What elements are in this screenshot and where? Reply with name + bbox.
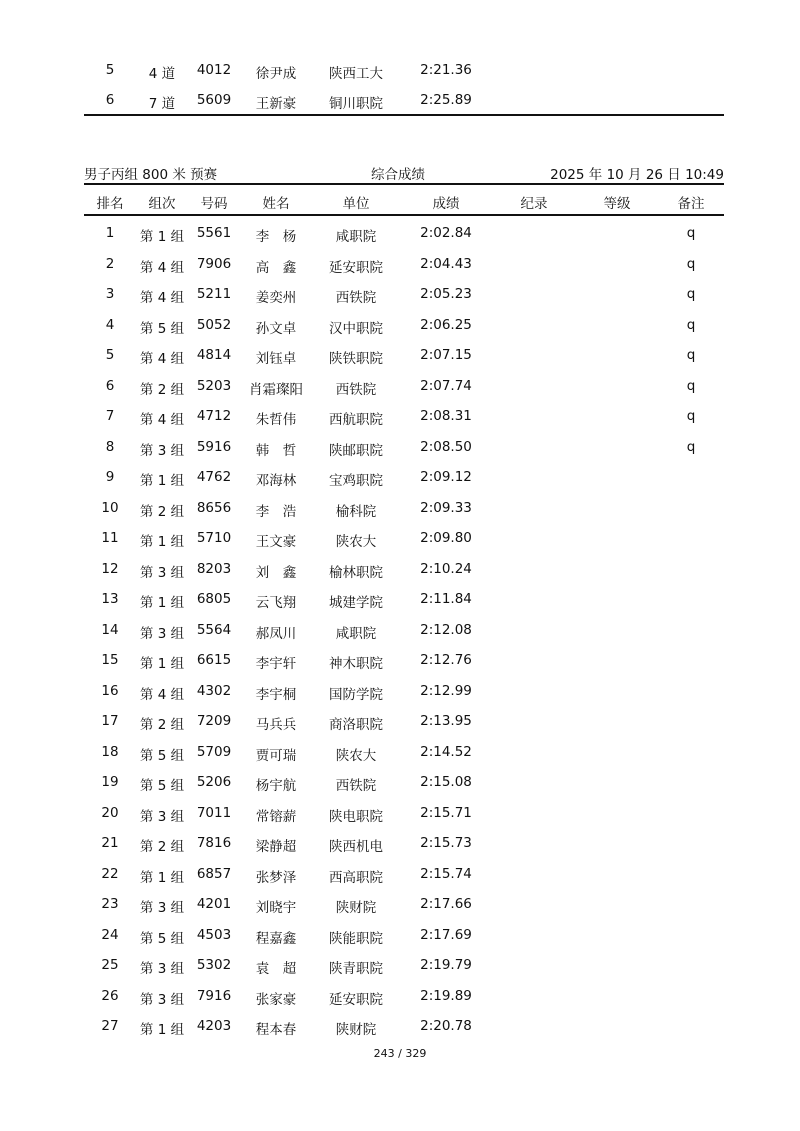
unit-cell: 西铁院 — [335, 778, 377, 794]
unit-cell: 神木职院 — [329, 656, 383, 672]
rank-cell: 4 — [105, 316, 115, 333]
note-cell: q — [686, 408, 696, 424]
bib-cell: 5561 — [196, 225, 232, 241]
unit-cell: 汉中职院 — [329, 320, 383, 337]
group-cell: 第 5 组 — [139, 320, 185, 337]
name-cell: 程本春 — [255, 1022, 297, 1038]
name-cell: 王文豪 — [255, 534, 297, 550]
unit-cell: 陕农大 — [335, 747, 377, 764]
group-cell: 第 4 组 — [139, 259, 185, 276]
result-cell: 2:13.95 — [420, 713, 472, 729]
group-cell: 第 1 组 — [139, 656, 185, 672]
results-table — [0, 218, 800, 1042]
table-row — [0, 249, 800, 279]
prev-table-bottom-rule — [84, 114, 724, 116]
rank-cell: 26 — [101, 987, 119, 1004]
unit-cell: 咸职院 — [335, 625, 377, 642]
note-cell: q — [686, 438, 696, 455]
name-cell: 孙文卓 — [255, 320, 297, 337]
unit-cell: 西航职院 — [329, 412, 383, 428]
rank-cell: 18 — [101, 743, 119, 760]
result-cell: 2:11.84 — [420, 591, 472, 607]
group-cell: 第 2 组 — [139, 717, 185, 733]
col-bib: 号码 — [200, 196, 228, 212]
unit-cell: 延安职院 — [329, 991, 383, 1008]
bib-cell: 5709 — [196, 743, 232, 760]
result-cell: 2:12.99 — [420, 682, 472, 699]
name-cell: 云飞翔 — [255, 595, 297, 611]
bib-cell: 5302 — [196, 957, 232, 973]
unit-cell: 榆科院 — [335, 503, 377, 520]
unit-cell: 陕能职院 — [329, 930, 383, 947]
name-cell: 张家豪 — [255, 991, 297, 1008]
bib-cell: 7916 — [196, 987, 232, 1004]
unit-cell: 延安职院 — [329, 259, 383, 276]
rank-cell: 12 — [101, 560, 119, 577]
rank-cell: 23 — [101, 896, 119, 912]
table-row — [0, 859, 800, 889]
result-cell: 2:09.12 — [420, 469, 472, 485]
section-title: 综合成绩 — [371, 167, 425, 183]
rank-cell: 22 — [101, 865, 119, 882]
table-row — [0, 1011, 800, 1041]
unit-cell: 国防学院 — [329, 686, 383, 703]
bib-cell: 6857 — [196, 865, 232, 882]
unit-cell: 陕西机电 — [329, 839, 383, 855]
rank-cell: 13 — [101, 591, 119, 607]
bib-cell: 7816 — [196, 835, 232, 851]
table-row — [0, 218, 800, 248]
lane-cell: 4 道 — [148, 66, 176, 82]
unit-cell: 西高职院 — [329, 869, 383, 886]
rank-cell: 7 — [105, 408, 115, 424]
note-cell: q — [686, 286, 696, 302]
table-row — [0, 310, 800, 340]
bib-cell: 8203 — [196, 560, 232, 577]
result-cell: 2:07.15 — [420, 347, 472, 363]
unit-cell: 咸职院 — [335, 229, 377, 245]
col-rank: 排名 — [96, 196, 124, 212]
table-row — [0, 706, 800, 736]
table-row — [0, 645, 800, 675]
rank-cell: 11 — [101, 530, 119, 546]
table-row — [0, 981, 800, 1011]
note-cell: q — [686, 255, 696, 272]
group-cell: 第 4 组 — [139, 686, 185, 703]
unit-cell: 城建学院 — [329, 595, 383, 611]
name-cell: 郝凤川 — [255, 625, 297, 642]
group-cell: 第 1 组 — [139, 229, 185, 245]
group-cell: 第 3 组 — [139, 442, 185, 459]
name-cell: 贾可瑞 — [255, 747, 297, 764]
rank-cell: 15 — [101, 652, 119, 668]
note-cell: q — [686, 316, 696, 333]
bib-cell: 6615 — [196, 652, 232, 668]
result-cell: 2:10.24 — [420, 560, 472, 577]
table-row — [0, 584, 800, 614]
rank-cell: 10 — [101, 499, 119, 516]
unit-cell: 西铁院 — [335, 381, 377, 398]
name-cell: 徐尹成 — [255, 66, 297, 82]
group-cell: 第 4 组 — [139, 290, 185, 306]
result-cell: 2:02.84 — [420, 225, 472, 241]
name-cell: 袁 超 — [255, 961, 297, 977]
unit-cell: 陕邮职院 — [329, 442, 383, 459]
name-cell: 高 鑫 — [255, 259, 297, 276]
result-cell: 2:15.74 — [420, 865, 472, 882]
result-cell: 2:17.66 — [420, 896, 472, 912]
name-cell: 王新豪 — [255, 96, 297, 112]
rank-cell: 17 — [101, 713, 119, 729]
unit-cell: 宝鸡职院 — [329, 473, 383, 489]
name-cell: 邓海林 — [255, 473, 297, 489]
name-cell: 李宇桐 — [255, 686, 297, 703]
table-row — [0, 950, 800, 980]
group-cell: 第 3 组 — [139, 900, 185, 916]
col-group: 组次 — [148, 196, 176, 212]
name-cell: 肖霜璨阳 — [249, 381, 303, 398]
result-cell: 2:15.08 — [420, 774, 472, 790]
lane-cell: 7 道 — [148, 96, 176, 112]
table-row — [0, 737, 800, 767]
table-row — [0, 767, 800, 797]
page-number: 243 / 329 — [373, 1047, 427, 1060]
rank-cell: 1 — [105, 225, 115, 241]
bib-cell: 8656 — [196, 499, 232, 516]
table-row — [0, 462, 800, 492]
name-cell: 常镕薪 — [255, 808, 297, 825]
bib-cell: 4203 — [196, 1018, 232, 1034]
table-row — [0, 676, 800, 706]
bib-cell: 5052 — [196, 316, 232, 333]
result-cell: 2:09.33 — [420, 499, 472, 516]
rank-cell: 5 — [105, 62, 115, 78]
rank-cell: 27 — [101, 1018, 119, 1034]
bib-cell: 4503 — [196, 926, 232, 943]
event-title: 男子丙组 800 米 预赛 — [84, 167, 218, 183]
group-cell: 第 3 组 — [139, 808, 185, 825]
table-row — [0, 371, 800, 401]
table-row — [0, 615, 800, 645]
bib-cell: 4712 — [196, 408, 232, 424]
unit-cell: 陕西工大 — [329, 66, 383, 82]
note-cell: q — [686, 377, 696, 394]
result-cell: 2:15.71 — [420, 804, 472, 821]
result-cell: 2:14.52 — [420, 743, 472, 760]
unit-cell: 西铁院 — [335, 290, 377, 306]
result-cell: 2:17.69 — [420, 926, 472, 943]
bib-cell: 6805 — [196, 591, 232, 607]
rank-cell: 2 — [105, 255, 115, 272]
bib-cell: 5916 — [196, 438, 232, 455]
group-cell: 第 1 组 — [139, 473, 185, 489]
table-row — [0, 523, 800, 553]
group-cell: 第 1 组 — [139, 869, 185, 886]
unit-cell: 陕电职院 — [329, 808, 383, 825]
bib-cell: 4012 — [196, 62, 232, 78]
group-cell: 第 4 组 — [139, 351, 185, 367]
table-row — [0, 889, 800, 919]
bib-cell: 5710 — [196, 530, 232, 546]
bib-cell: 5206 — [196, 774, 232, 790]
group-cell: 第 4 组 — [139, 412, 185, 428]
col-name: 姓名 — [262, 196, 290, 212]
result-cell: 2:15.73 — [420, 835, 472, 851]
bib-cell: 5211 — [196, 286, 232, 302]
table-row — [0, 493, 800, 523]
bib-cell: 4762 — [196, 469, 232, 485]
col-unit: 单位 — [342, 196, 370, 212]
rank-cell: 9 — [105, 469, 115, 485]
name-cell: 梁静超 — [255, 839, 297, 855]
rank-cell: 8 — [105, 438, 115, 455]
name-cell: 程嘉鑫 — [255, 930, 297, 947]
name-cell: 李 浩 — [255, 503, 297, 520]
prev-table-row — [0, 55, 800, 85]
rank-cell: 6 — [105, 92, 115, 108]
col-note: 备注 — [677, 196, 705, 212]
unit-cell: 陕财院 — [335, 900, 377, 916]
name-cell: 杨宇航 — [255, 778, 297, 794]
note-cell: q — [686, 347, 696, 363]
name-cell: 刘 鑫 — [255, 564, 297, 581]
result-cell: 2:25.89 — [420, 92, 472, 108]
unit-cell: 陕农大 — [335, 534, 377, 550]
bib-cell: 4814 — [196, 347, 232, 363]
name-cell: 刘晓宇 — [255, 900, 297, 916]
group-cell: 第 1 组 — [139, 595, 185, 611]
result-cell: 2:05.23 — [420, 286, 472, 302]
group-cell: 第 5 组 — [139, 747, 185, 764]
group-cell: 第 3 组 — [139, 991, 185, 1008]
group-cell: 第 1 组 — [139, 1022, 185, 1038]
result-cell: 2:12.08 — [420, 621, 472, 638]
table-row — [0, 554, 800, 584]
unit-cell: 商洛职院 — [329, 717, 383, 733]
rank-cell: 5 — [105, 347, 115, 363]
result-cell: 2:08.50 — [420, 438, 472, 455]
name-cell: 刘钰卓 — [255, 351, 297, 367]
rank-cell: 21 — [101, 835, 119, 851]
result-cell: 2:07.74 — [420, 377, 472, 394]
rank-cell: 6 — [105, 377, 115, 394]
table-row — [0, 432, 800, 462]
table-row — [0, 401, 800, 431]
col-record: 纪录 — [520, 196, 548, 212]
unit-cell: 陕财院 — [335, 1022, 377, 1038]
table-row — [0, 920, 800, 950]
unit-cell: 陕铁职院 — [329, 351, 383, 367]
name-cell: 马兵兵 — [255, 717, 297, 733]
group-cell: 第 2 组 — [139, 381, 185, 398]
rank-cell: 3 — [105, 286, 115, 302]
bib-cell: 7209 — [196, 713, 232, 729]
rank-cell: 25 — [101, 957, 119, 973]
result-cell: 2:19.79 — [420, 957, 472, 973]
rank-cell: 24 — [101, 926, 119, 943]
rank-cell: 14 — [101, 621, 119, 638]
result-cell: 2:21.36 — [420, 62, 472, 78]
bib-cell: 7011 — [196, 804, 232, 821]
group-cell: 第 3 组 — [139, 961, 185, 977]
group-cell: 第 5 组 — [139, 930, 185, 947]
bib-cell: 5203 — [196, 377, 232, 394]
event-datetime: 2025 年 10 月 26 日 10:49 — [550, 167, 724, 183]
bib-cell: 7906 — [196, 255, 232, 272]
table-row — [0, 340, 800, 370]
group-cell: 第 1 组 — [139, 534, 185, 550]
unit-cell: 陕青职院 — [329, 961, 383, 977]
rank-cell: 19 — [101, 774, 119, 790]
note-cell: q — [686, 225, 696, 241]
col-grade: 等级 — [603, 196, 631, 212]
name-cell: 韩 哲 — [255, 442, 297, 459]
name-cell: 李 杨 — [255, 229, 297, 245]
name-cell: 张梦泽 — [255, 869, 297, 886]
rank-cell: 20 — [101, 804, 119, 821]
header-bottom-rule — [84, 214, 724, 216]
name-cell: 姜奕州 — [255, 290, 297, 306]
result-cell: 2:12.76 — [420, 652, 472, 668]
table-row — [0, 798, 800, 828]
group-cell: 第 3 组 — [139, 564, 185, 581]
prev-table-row — [0, 85, 800, 115]
table-row — [0, 279, 800, 309]
name-cell: 李宇轩 — [255, 656, 297, 672]
result-cell: 2:19.89 — [420, 987, 472, 1004]
rank-cell: 16 — [101, 682, 119, 699]
result-cell: 2:08.31 — [420, 408, 472, 424]
result-cell: 2:06.25 — [420, 316, 472, 333]
table-header — [0, 185, 800, 215]
bib-cell: 5564 — [196, 621, 232, 638]
group-cell: 第 2 组 — [139, 503, 185, 520]
unit-cell: 铜川职院 — [329, 96, 383, 112]
group-cell: 第 5 组 — [139, 778, 185, 794]
bib-cell: 5609 — [196, 92, 232, 108]
col-result: 成绩 — [432, 196, 460, 212]
unit-cell: 榆林职院 — [329, 564, 383, 581]
result-cell: 2:09.80 — [420, 530, 472, 546]
bib-cell: 4302 — [196, 682, 232, 699]
bib-cell: 4201 — [196, 896, 232, 912]
result-cell: 2:20.78 — [420, 1018, 472, 1034]
table-row — [0, 828, 800, 858]
name-cell: 朱哲伟 — [255, 412, 297, 428]
group-cell: 第 3 组 — [139, 625, 185, 642]
group-cell: 第 2 组 — [139, 839, 185, 855]
result-cell: 2:04.43 — [420, 255, 472, 272]
